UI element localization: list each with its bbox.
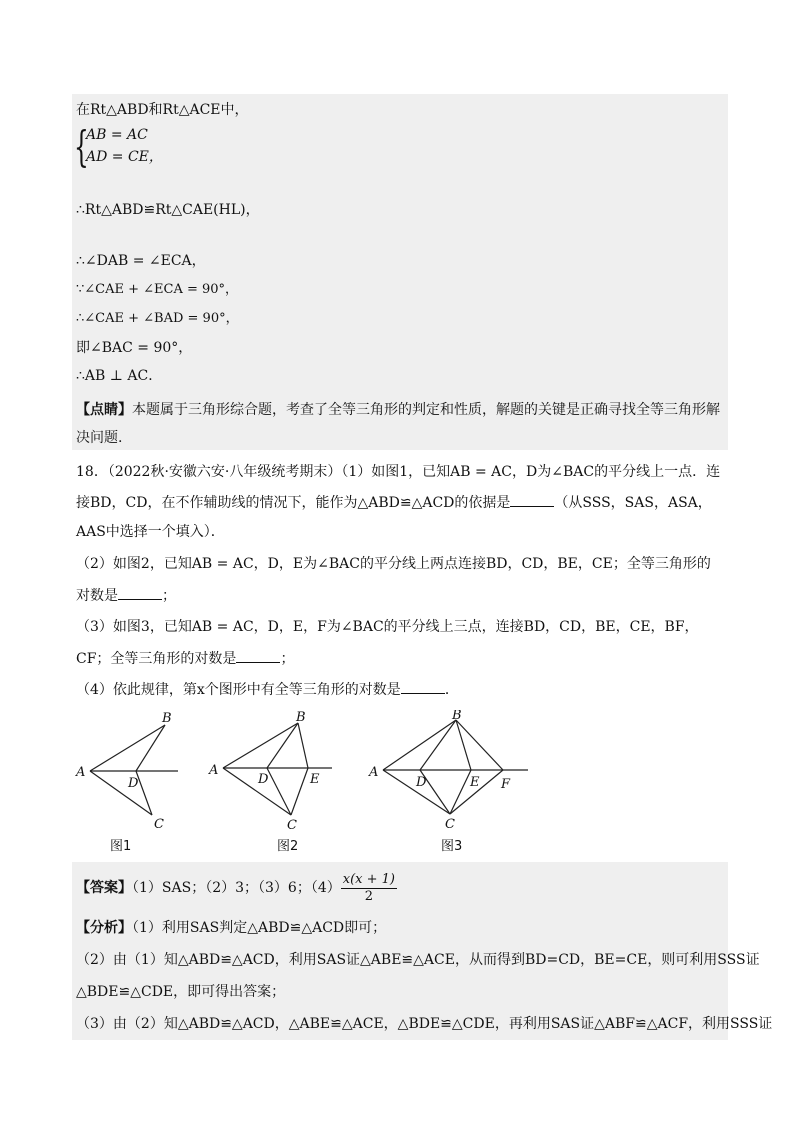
analysis-line-4: （3）由（2）知△ABD≌△ACD，△ABE≌△ACE，△BDE≌△CDE，再利用SAS证△ABF≌△ACF，利用SSS证	[76, 1016, 773, 1032]
comment-text-1: 本题属于三角形综合题，考查了全等三角形的判定和性质，解题的关键是正确寻找全等三角形解	[132, 402, 720, 418]
fig2-caption: 图2	[277, 839, 299, 854]
system-eq-1: AB = AC	[86, 127, 148, 143]
q18-part1-options: （从SSS，SAS，ASA，	[554, 495, 712, 511]
fig2-label-c: C	[287, 818, 297, 833]
fig1-caption: 图1	[110, 839, 132, 854]
question-18-line-2	[76, 492, 712, 513]
comment-line-2: 决问题.	[76, 430, 123, 446]
fig2-seg-bd	[267, 723, 298, 768]
analysis-tag: 【分析】	[76, 920, 132, 936]
fig1-label-b: B	[162, 711, 172, 726]
fig2-seg-cd	[267, 768, 291, 815]
equation-system	[86, 124, 163, 168]
fig3-caption: 图3	[441, 839, 463, 854]
q18-part2-end: ；	[162, 588, 176, 604]
fig3-label-b: B	[452, 710, 462, 723]
analysis-text-1: （1）利用SAS判定△ABD≌△ACD即可；	[132, 920, 387, 936]
fig3-side-ab	[383, 720, 456, 770]
solution-block-top	[72, 94, 728, 450]
answer-fraction	[341, 872, 397, 905]
figure-2	[205, 710, 345, 860]
answer-tag: 【答案】	[76, 880, 132, 896]
answer-line	[76, 868, 397, 908]
fig2-seg-be	[298, 723, 308, 768]
fig1-label-a: A	[76, 765, 86, 780]
fig3-label-f: F	[501, 777, 511, 792]
system-eq-2: AD = CE，	[86, 149, 163, 165]
answer-text: （1）SAS；（2）3；（3）6；（4）	[132, 880, 341, 896]
q18-part2-text: 对数是	[76, 588, 118, 604]
analysis-line-1	[76, 918, 386, 938]
fig1-seg-bd	[136, 725, 165, 771]
fig2-seg-ce	[291, 768, 308, 815]
question-18-line-5	[76, 585, 176, 606]
q18-part4-text: （4）依此规律，第x个图形中有全等三角形的对数是	[76, 682, 401, 698]
fig1-label-c: C	[154, 817, 164, 832]
fig1-label-d: D	[128, 776, 139, 791]
fraction-denominator: 2	[364, 888, 374, 904]
fig3-label-d: D	[416, 775, 427, 790]
figure-3	[365, 710, 535, 860]
fig3-seg-bd	[420, 720, 456, 770]
fig1-side-ab	[90, 725, 165, 771]
fig2-label-d: D	[258, 772, 269, 787]
answer-blank-2[interactable]	[118, 585, 162, 600]
fig2-side-ab	[223, 723, 298, 768]
figure-1	[70, 710, 200, 860]
proof-line-7: 即∠BAC = 90°，	[76, 340, 193, 356]
fig3-label-e: E	[470, 775, 480, 790]
analysis-line-2: （2）由（1）知△ABD≌△ACD，利用SAS证△ABE≌△ACE，从而得到BD=CD，BE=CE，则可利用SSS证	[76, 952, 760, 968]
fig3-label-a: A	[369, 765, 379, 780]
fig3-seg-ce	[450, 770, 471, 814]
question-18-line-7	[76, 648, 294, 669]
proof-line-4: ∴∠DAB = ∠ECA，	[76, 253, 206, 269]
q18-part1-text: 接BD，CD，在不作辅助线的情况下，能作为△ABD≌△ACD的依据是	[76, 495, 511, 511]
fig2-label-b: B	[296, 710, 306, 725]
proof-line-3: ∴Rt△ABD≌Rt△CAE(HL)，	[76, 202, 260, 218]
q18-part4-end: ．	[444, 682, 459, 698]
fig3-label-c: C	[445, 817, 455, 832]
q18-part3-text: CF；全等三角形的对数是	[76, 651, 237, 667]
comment-line-1	[76, 400, 720, 420]
system-brace: {	[74, 122, 89, 171]
question-18-line-3: AAS中选择一个填入）．	[76, 524, 225, 540]
answer-blank-3[interactable]	[236, 648, 280, 663]
comment-tag: 【点睛】	[76, 402, 132, 418]
question-18-line-8	[76, 679, 459, 700]
answer-blank-4[interactable]	[401, 679, 445, 694]
fig2-label-a: A	[209, 763, 219, 778]
analysis-line-3: △BDE≌△CDE，即可得出答案；	[76, 984, 286, 1000]
proof-line-1: 在Rt△ABD和Rt△ACE中，	[76, 102, 249, 118]
fraction-numerator: x(x + 1)	[342, 871, 395, 887]
proof-line-8: ∴AB ⊥ AC．	[76, 368, 163, 384]
question-18-line-1: 18．（2022秋·安徽六安·八年级统考期末）（1）如图1，已知AB = AC，D为∠BAC的平分线上一点．连	[76, 464, 721, 480]
fig2-label-e: E	[310, 772, 320, 787]
answer-blank-1[interactable]	[510, 492, 554, 507]
question-18-line-4: （2）如图2，已知AB = AC，D，E为∠BAC的平分线上两点连接BD，CD，BE，CE；全等三角形的	[76, 556, 711, 572]
proof-line-5: ∵∠CAE + ∠ECA = 90°，	[76, 282, 239, 297]
proof-line-6: ∴∠CAE + ∠BAD = 90°，	[76, 311, 239, 326]
question-18-line-6: （3）如图3，已知AB = AC，D，E，F为∠BAC的平分线上三点，连接BD，CD，BE，CE，BF，	[76, 619, 699, 635]
fig2-side-ac	[223, 768, 291, 815]
fig1-side-ac	[90, 771, 152, 815]
q18-part3-end: ；	[280, 651, 295, 667]
